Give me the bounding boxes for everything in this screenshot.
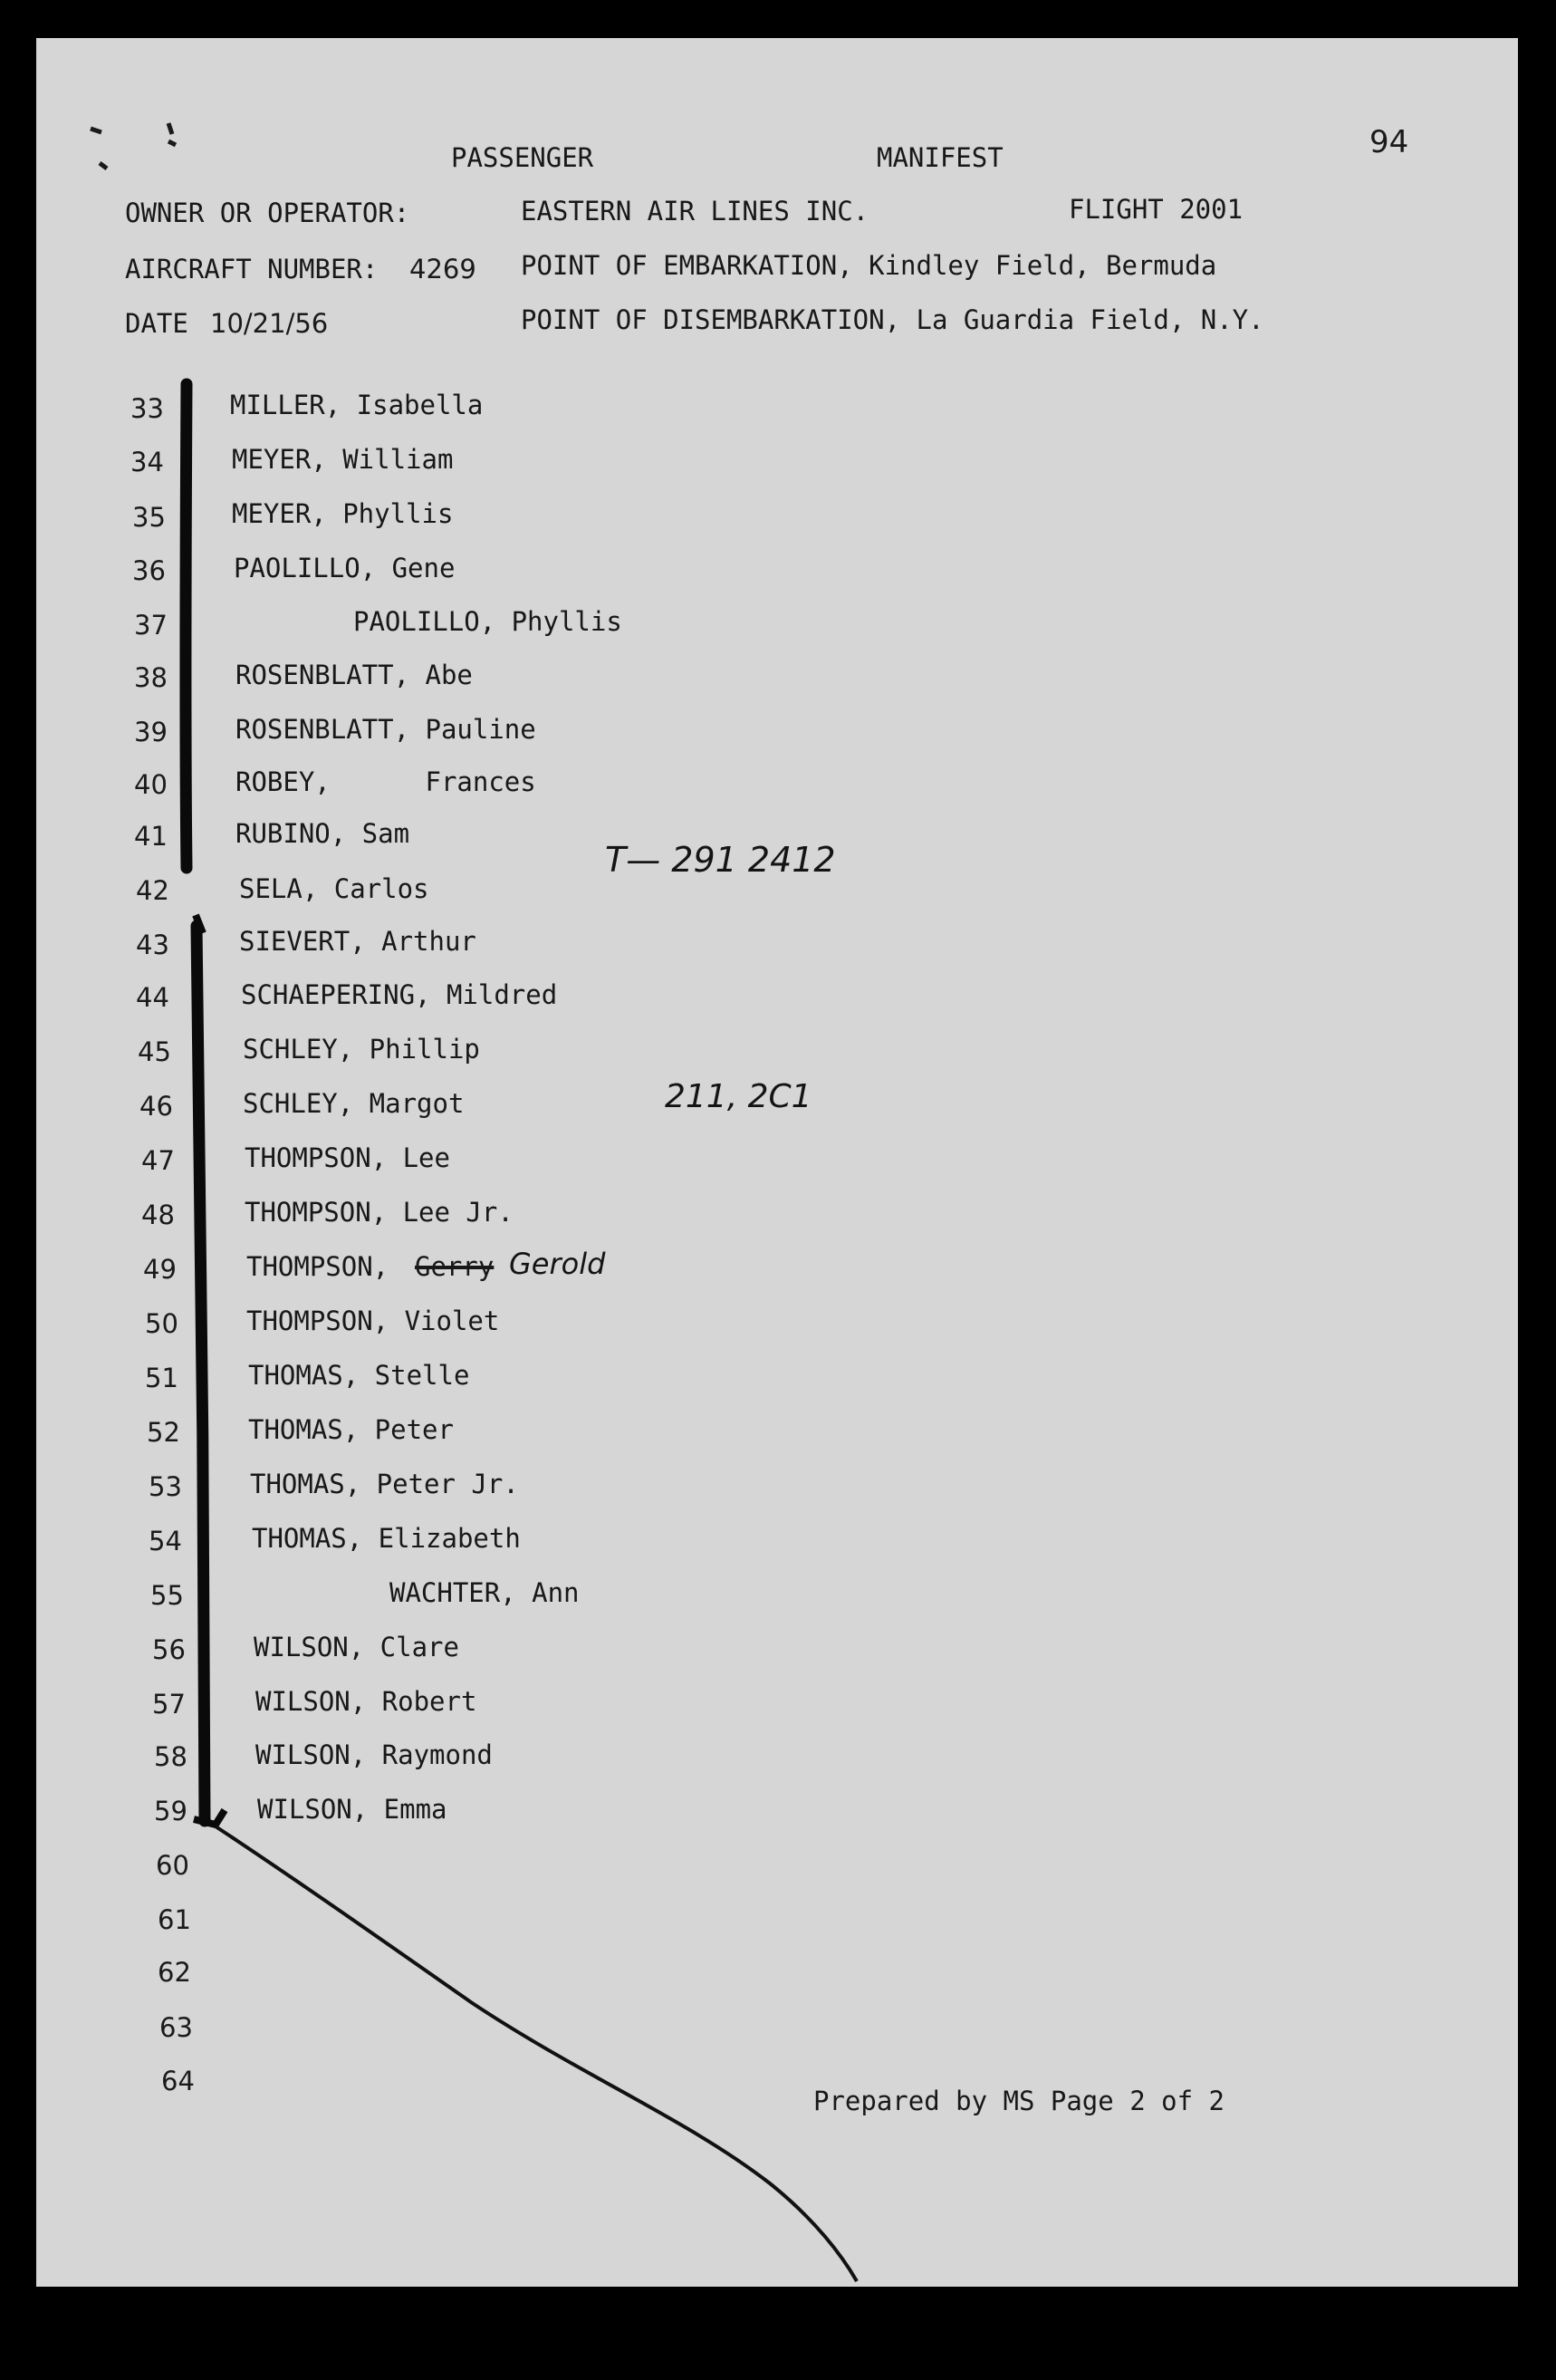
passenger-name: SIEVERT, Arthur — [239, 926, 476, 957]
row-number: 59 — [154, 1796, 187, 1826]
row-number: 53 — [149, 1471, 182, 1502]
row-number: 51 — [145, 1363, 178, 1393]
passenger-name: THOMAS, Peter Jr. — [250, 1469, 519, 1499]
bracket-line-upper — [186, 384, 187, 868]
row-number: 48 — [141, 1200, 175, 1230]
title-passenger: PASSENGER — [451, 142, 594, 173]
title-manifest: MANIFEST — [877, 142, 1004, 173]
aircraft-number: 4269 — [409, 254, 476, 284]
row-number: 37 — [134, 610, 168, 641]
passenger-name: SELA, Carlos — [239, 873, 429, 904]
passenger-name: ROSENBLATT, Abe — [235, 660, 473, 690]
handwritten-note: 211, 2C1 — [665, 1078, 812, 1115]
passenger-name: PAOLILLO, Phyllis — [353, 606, 622, 637]
row-number: 40 — [134, 769, 168, 800]
passenger-name: ROSENBLATT, Pauline — [235, 714, 536, 745]
row-number: 52 — [147, 1417, 180, 1448]
row-number: 45 — [138, 1036, 171, 1067]
bracket-line-lower — [197, 926, 205, 1821]
row-number: 38 — [134, 662, 168, 693]
date-value: 10/21/56 — [210, 308, 329, 339]
passenger-name: THOMPSON, Lee — [245, 1142, 450, 1173]
row-number: 58 — [154, 1741, 187, 1772]
passenger-name: WILSON, Robert — [255, 1686, 477, 1717]
passenger-name: RUBINO, Sam — [235, 818, 410, 849]
struck-name: Gerry — [415, 1251, 495, 1282]
flight-number: FLIGHT 2001 — [1069, 194, 1244, 225]
passenger-name: THOMPSON, Lee Jr. — [245, 1197, 514, 1228]
passenger-name: WILSON, Emma — [257, 1794, 447, 1825]
passenger-name: THOMAS, Elizabeth — [252, 1523, 521, 1554]
row-number: 41 — [134, 821, 168, 852]
passenger-name: MILLER, Isabella — [230, 390, 484, 420]
passenger-name: MEYER, Phyllis — [232, 498, 454, 529]
row-number: 33 — [130, 393, 164, 424]
passenger-name: PAOLILLO, Gene — [234, 553, 456, 583]
row-number: 61 — [158, 1904, 191, 1935]
row-number: 43 — [136, 930, 169, 960]
passenger-name: SCHLEY, Margot — [243, 1088, 465, 1119]
passenger-name: WACHTER, Ann — [389, 1577, 580, 1608]
row-number: 35 — [132, 502, 166, 533]
row-number: 56 — [152, 1634, 186, 1665]
row-number: 55 — [150, 1580, 184, 1611]
row-number: 42 — [136, 875, 169, 906]
row-number: 64 — [161, 2066, 195, 2096]
passenger-name: WILSON, Clare — [254, 1632, 459, 1662]
row-number: 49 — [143, 1254, 177, 1285]
row-number: 36 — [132, 555, 166, 586]
passenger-name: THOMAS, Peter — [248, 1414, 454, 1445]
row-number: 34 — [130, 447, 164, 477]
row-number: 50 — [145, 1308, 178, 1339]
owner-label: OWNER OR OPERATOR: — [125, 198, 410, 228]
page-number: 94 — [1369, 124, 1409, 160]
handwritten-note: T— 291 2412 — [605, 840, 836, 880]
passenger-name: SCHLEY, Phillip — [243, 1034, 480, 1065]
date-label: DATE — [125, 308, 188, 339]
passenger-name: SCHAEPERING, Mildred — [241, 979, 558, 1010]
row-number: 46 — [139, 1091, 173, 1122]
passenger-name: THOMAS, Stelle — [248, 1360, 470, 1391]
passenger-name: THOMPSON, Violet — [246, 1306, 500, 1336]
passenger-name: MEYER, William — [232, 444, 454, 475]
row-number: 63 — [159, 2012, 193, 2043]
disembarkation-line: POINT OF DISEMBARKATION, La Guardia Field, N.Y. — [521, 304, 1264, 335]
footer-prepared-by: Prepared by MS Page 2 of 2 — [813, 2086, 1225, 2116]
owner-value: EASTERN AIR LINES INC. — [521, 196, 869, 226]
row-number: 57 — [152, 1689, 186, 1720]
closing-diagonal-line — [216, 1826, 857, 2281]
row-number: 39 — [134, 717, 168, 747]
passenger-name: WILSON, Raymond — [255, 1739, 493, 1770]
handwritten-correction: Gerold — [509, 1247, 606, 1281]
row-number: 62 — [158, 1957, 191, 1988]
passenger-name: THOMPSON, — [246, 1251, 389, 1282]
aircraft-label: AIRCRAFT NUMBER: — [125, 254, 379, 284]
margin-mark — [91, 123, 176, 169]
row-number: 54 — [149, 1526, 182, 1556]
row-number: 60 — [156, 1850, 189, 1881]
row-number: 44 — [136, 982, 169, 1013]
passenger-name: ROBEY, Frances — [235, 766, 536, 797]
embarkation-line: POINT OF EMBARKATION, Kindley Field, Bermuda — [521, 250, 1217, 281]
row-number: 47 — [141, 1145, 175, 1176]
